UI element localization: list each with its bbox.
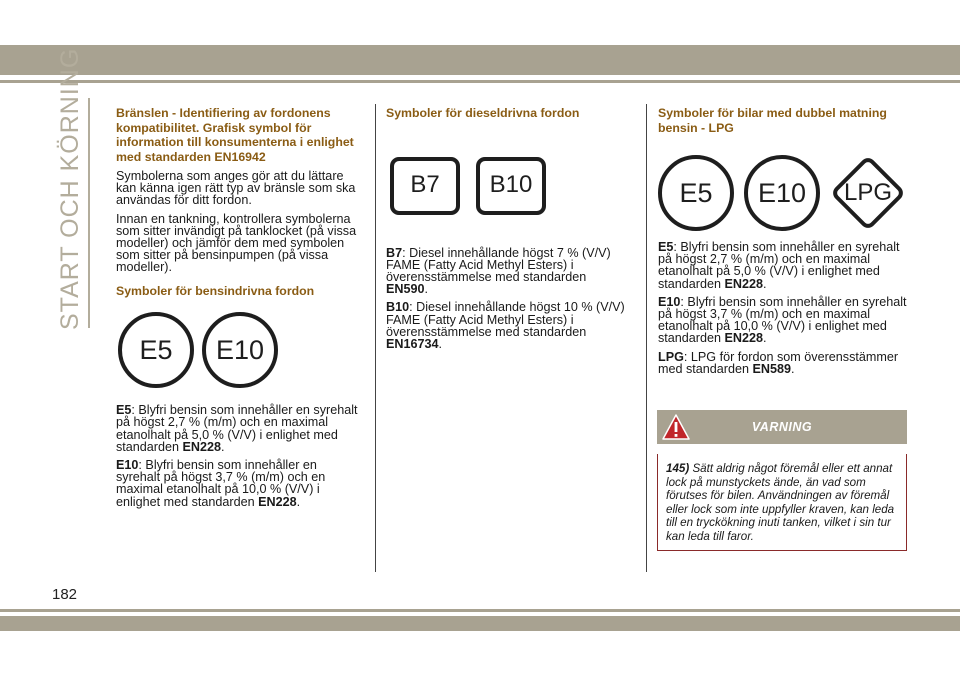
warning-box bbox=[657, 410, 907, 551]
term: B7 bbox=[386, 245, 403, 260]
top-band-line bbox=[0, 80, 960, 83]
page-number: 182 bbox=[52, 586, 78, 603]
punctuation: . bbox=[221, 439, 225, 454]
definition-text: : Blyfri bensin som innehåller en syrehalt på högst 3,7 % (m/m) och en maximal etanolhalt på 10,0 % (V/V) i enlighet med standarden bbox=[116, 457, 326, 509]
standard-ref: EN589 bbox=[752, 361, 792, 376]
punctuation: . bbox=[424, 282, 429, 297]
term: E5 bbox=[116, 403, 132, 418]
definition-text: : Blyfri bensin som innehåller en syrehalt på högst 2,7 % (m/m) och en maximal etanolhalt på 5,0 % (V/V) i enlighet med standarden bbox=[658, 240, 900, 291]
b7-symbol: B7 bbox=[390, 157, 460, 215]
punctuation: . bbox=[763, 331, 767, 346]
standard-ref: EN16734 bbox=[386, 336, 439, 351]
punctuation: . bbox=[791, 361, 795, 376]
diesel-symbols bbox=[386, 147, 631, 247]
definition-b10 bbox=[386, 301, 631, 350]
definition-b7 bbox=[386, 247, 631, 296]
e10-symbol: E10 bbox=[744, 155, 820, 231]
punctuation: . bbox=[763, 276, 767, 291]
paragraph: Symbolerna som anges gör att du lättare kan känna igen rätt typ av bränsle som ska användas för ditt fordon. bbox=[116, 169, 356, 208]
definition-lpg bbox=[658, 351, 908, 375]
warning-text bbox=[657, 454, 907, 551]
punctuation: . bbox=[438, 336, 443, 351]
term: LPG bbox=[658, 349, 684, 364]
column-divider bbox=[646, 104, 647, 572]
petrol-symbols bbox=[116, 312, 361, 404]
standard-ref: EN228 bbox=[724, 331, 764, 346]
section-heading: Symboler för dieseldrivna fordon bbox=[386, 106, 580, 120]
term: E10 bbox=[116, 457, 139, 472]
warning-ref: 145) bbox=[666, 462, 690, 475]
bottom-band-line bbox=[0, 609, 960, 612]
b10-symbol: B10 bbox=[476, 157, 546, 215]
e10-symbol: E10 bbox=[202, 312, 278, 388]
dual-fuel-symbols bbox=[658, 149, 908, 241]
bottom-band bbox=[0, 616, 960, 631]
paragraph: Innan en tankning, kontrollera symbolerna som sitter invändigt på tanklocket (på vissa modeller) och jämför dem med symbolen som sitter på bensinpumpen (på vissa modeller). bbox=[116, 211, 357, 275]
standard-ref: EN228 bbox=[724, 276, 764, 291]
sub-heading: Symboler för bensindrivna fordon bbox=[116, 283, 315, 298]
e5-symbol: E5 bbox=[658, 155, 734, 231]
e5-symbol: E5 bbox=[118, 312, 194, 388]
definition-e5 bbox=[658, 241, 908, 290]
term: E5 bbox=[658, 240, 674, 254]
warning-message: Sätt aldrig något föremål eller ett annat lock på munstyckets ände, än vad som förutses för bilen. Användningen av föremål eller lock som inte uppfyller kraven, kan leda till en tryckökning inuti tanken, vilket i sin tur kan leda till faror. bbox=[666, 462, 895, 543]
term: E10 bbox=[658, 294, 681, 309]
column-diesel bbox=[386, 106, 631, 356]
definition-text: : Diesel innehållande högst 10 % (V/V) FAME (Fatty Acid Methyl Esters) i överensstämmelse med standarden bbox=[386, 300, 625, 339]
standard-ref: EN590 bbox=[386, 282, 425, 297]
definition-e10 bbox=[116, 459, 361, 508]
section-side-title: START OCH KÖRNING bbox=[56, 47, 84, 330]
definition-e10 bbox=[658, 296, 908, 345]
top-band bbox=[0, 45, 960, 75]
definition-e5 bbox=[116, 404, 361, 453]
definition-text: : Blyfri bensin som innehåller en syrehalt på högst 2,7 % (m/m) och en maximal etanolhalt på 5,0 % (V/V) i enlighet med standarden bbox=[116, 403, 358, 454]
punctuation: . bbox=[296, 494, 301, 509]
definition-text: : Blyfri bensin som innehåller en syrehalt på högst 3,7 % (m/m) och en maximal etanolhalt på 10,0 % (V/V) i enlighet med standarden bbox=[658, 294, 907, 346]
section-heading: Symboler för bilar med dubbel matning bensin - LPG bbox=[658, 106, 887, 135]
standard-ref: EN228 bbox=[258, 494, 297, 509]
standard-ref: EN228 bbox=[182, 439, 222, 454]
column-dual-fuel bbox=[658, 106, 908, 381]
definition-text: : Diesel innehållande högst 7 % (V/V) FAME (Fatty Acid Methyl Esters) i överensstämmelse med standarden bbox=[386, 245, 611, 284]
warning-header bbox=[657, 410, 907, 444]
side-title-rule bbox=[88, 98, 90, 328]
section-heading: Bränslen - Identifiering av fordonens kompatibilitet. Grafisk symbol för information till konsumenterna i enlighet med standarden EN16942 bbox=[116, 106, 354, 164]
column-petrol bbox=[116, 106, 361, 514]
term: B10 bbox=[386, 300, 410, 315]
lpg-symbol bbox=[830, 155, 906, 231]
lpg-symbol-label: LPG bbox=[843, 178, 893, 206]
column-divider bbox=[375, 104, 376, 572]
definition-text: : LPG för fordon som överensstämmer med standarden bbox=[658, 349, 899, 376]
warning-title: VARNING bbox=[751, 420, 813, 434]
